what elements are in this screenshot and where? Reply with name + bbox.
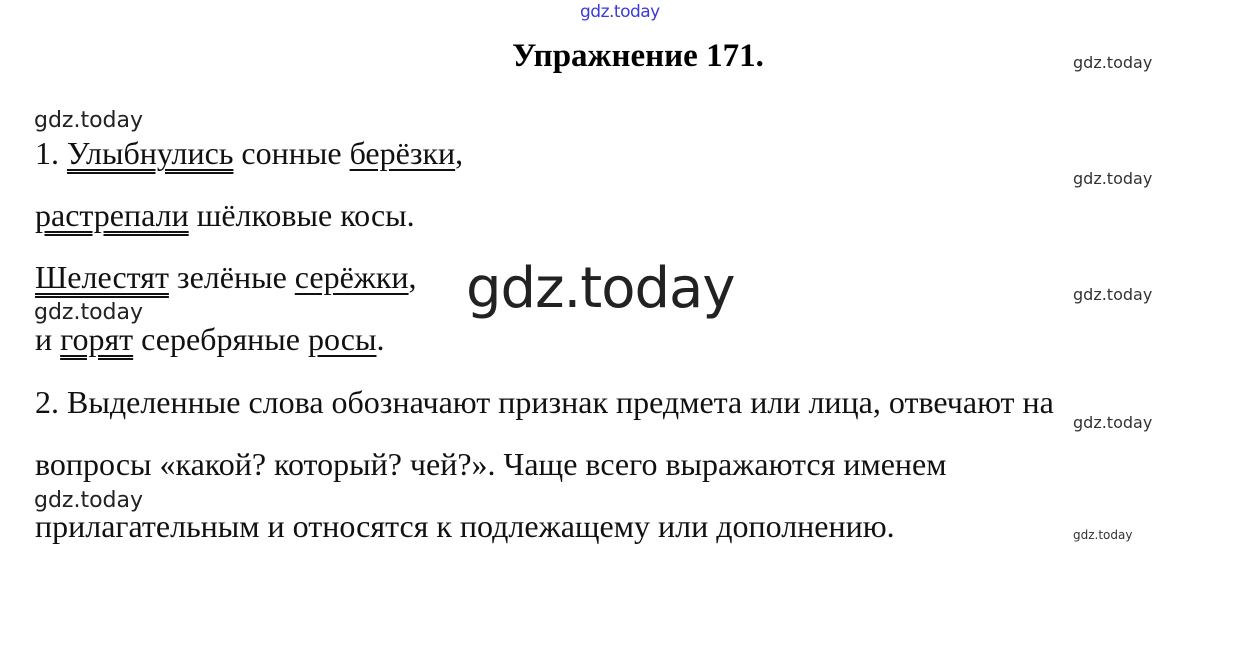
- watermark-right: gdz.today: [1073, 53, 1153, 72]
- poem-line-4: [35, 319, 384, 359]
- plain-text: шёлковые косы.: [188, 197, 415, 233]
- poem-line-2: [35, 195, 415, 235]
- item-number: 1.: [35, 135, 67, 171]
- predicate-word: Шелестят: [35, 259, 169, 295]
- watermark-left: gdz.today: [34, 108, 144, 133]
- punctuation: .: [376, 321, 385, 357]
- watermark-left: gdz.today: [34, 488, 144, 513]
- poem-line-3: [35, 257, 417, 297]
- poem-line-1: [35, 133, 463, 173]
- answer-line-2: вопросы «какой? который? чей?». Чаще всего выражаются именем: [35, 446, 947, 482]
- plain-word: сонные: [233, 135, 350, 171]
- watermark-left: gdz.today: [34, 300, 144, 325]
- subject-word: росы: [307, 321, 377, 357]
- plain-word: серебряные: [133, 321, 308, 357]
- predicate-word: растрепали: [35, 197, 189, 233]
- subject-word: серёжки: [294, 259, 409, 295]
- answer-line-1: 2. Выделенные слова обозначают признак предмета или лица, отвечают на: [35, 384, 1054, 420]
- punctuation: ,: [455, 135, 464, 171]
- plain-word: зелёные: [168, 259, 295, 295]
- watermark-right: gdz.today: [1073, 413, 1153, 432]
- plain-word: и: [35, 321, 61, 357]
- watermark-top: gdz.today: [580, 2, 660, 22]
- watermark-right: gdz.today: [1073, 285, 1153, 304]
- page-title: Упражнение 171.: [512, 38, 764, 74]
- predicate-word: горят: [60, 321, 134, 357]
- answer-line-3: прилагательным и относятся к подлежащему или дополнению.: [35, 508, 895, 544]
- watermark-right: gdz.today: [1073, 528, 1133, 542]
- punctuation: ,: [408, 259, 417, 295]
- predicate-word: Улыбнулись: [67, 135, 234, 171]
- watermark-center: gdz.today: [466, 256, 735, 321]
- watermark-right: gdz.today: [1073, 169, 1153, 188]
- subject-word: берёзки: [349, 135, 456, 171]
